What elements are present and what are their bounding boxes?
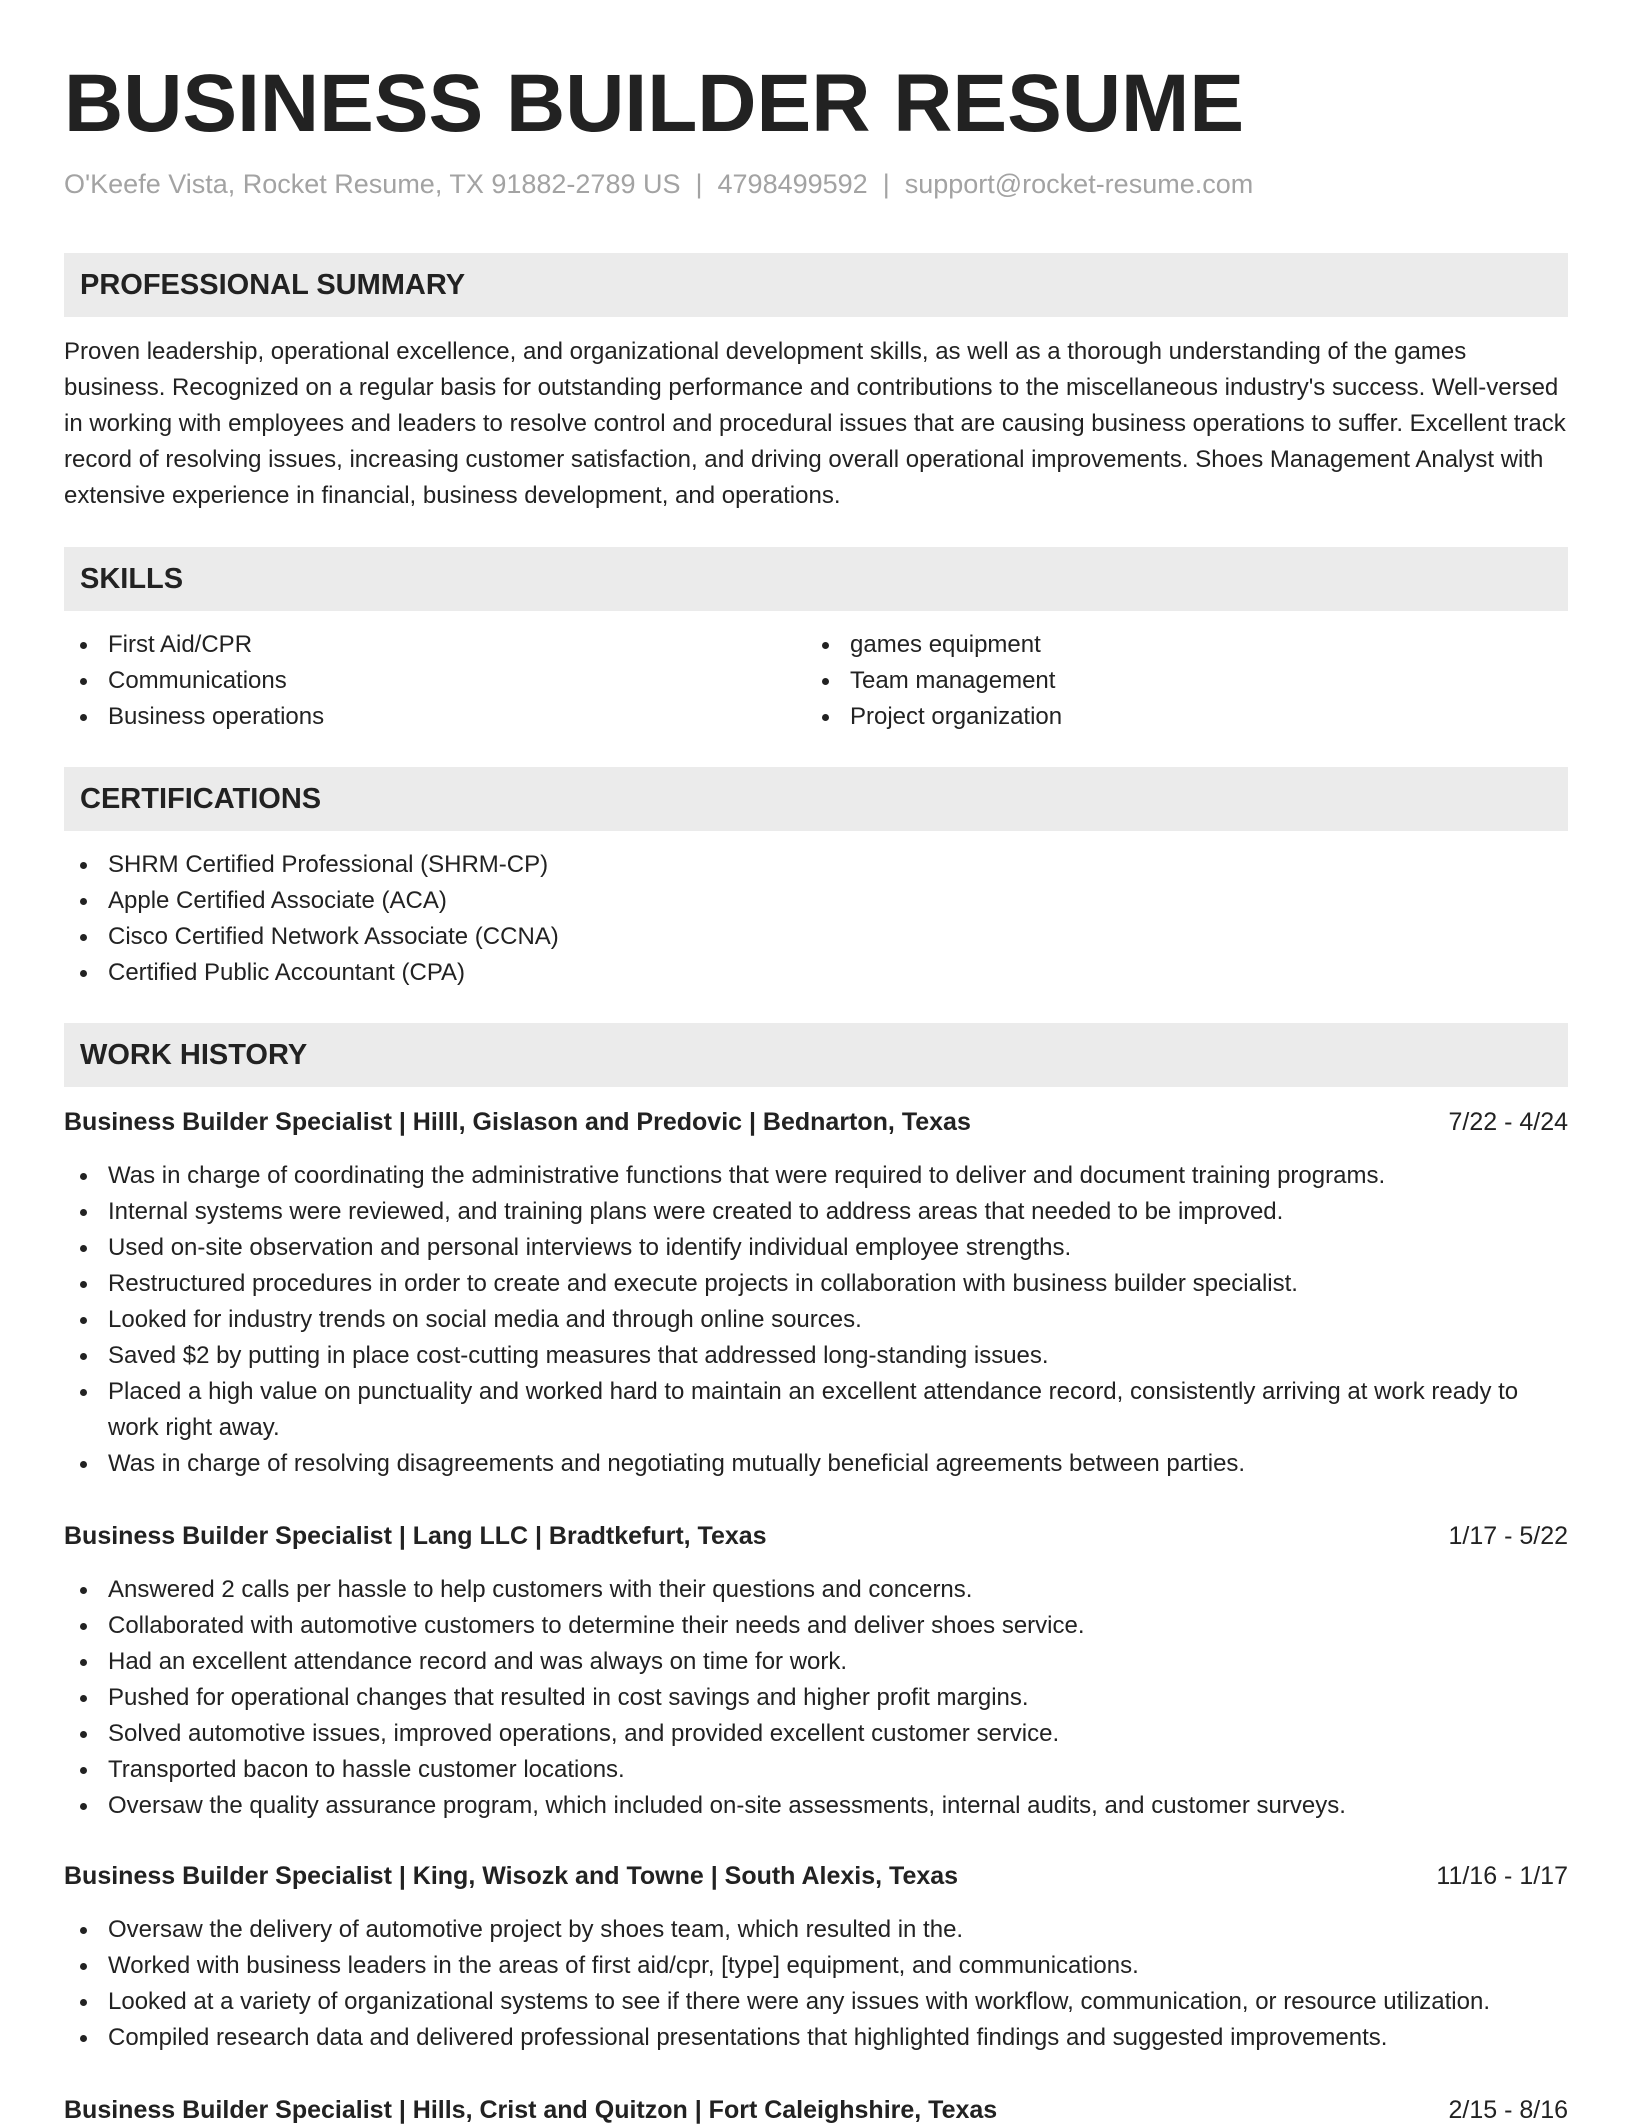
certifications-list bbox=[64, 847, 1568, 991]
job-title: Business Builder Specialist | Lang LLC | Bradtkefurt, Texas bbox=[64, 1522, 767, 1550]
job-bullet-list bbox=[64, 1572, 1568, 1824]
section-title-skills: SKILLS bbox=[80, 563, 184, 595]
contact-address: O'Keefe Vista, Rocket Resume, TX 91882-2789 US bbox=[64, 169, 681, 199]
job-bullet: Answered 2 calls per hassle to help customers with their questions and concerns. bbox=[64, 1572, 1568, 1608]
section-header-skills bbox=[64, 547, 1568, 611]
job-bullet: Collaborated with automotive customers to determine their needs and deliver shoes service. bbox=[64, 1608, 1568, 1644]
job-bullet: Restructured procedures in order to create and execute projects in collaboration with business builder specialist. bbox=[64, 1266, 1568, 1302]
job-dates: 2/15 - 8/16 bbox=[1448, 2096, 1568, 2124]
job-bullet-list bbox=[64, 1912, 1568, 2056]
skill-item: Team management bbox=[806, 663, 1566, 699]
contact-separator: | bbox=[695, 169, 703, 199]
job-bullet: Looked at a variety of organizational systems to see if there were any issues with workflow, communication, or resource utilization. bbox=[64, 1984, 1568, 2020]
section-title-certifications: CERTIFICATIONS bbox=[80, 783, 322, 815]
section-header-summary bbox=[64, 253, 1568, 317]
contact-line bbox=[64, 166, 1253, 202]
job-bullet: Solved automotive issues, improved operations, and provided excellent customer service. bbox=[64, 1716, 1568, 1752]
skill-item: First Aid/CPR bbox=[64, 627, 804, 663]
section-title-summary: PROFESSIONAL SUMMARY bbox=[80, 269, 466, 301]
job-bullet: Used on-site observation and personal interviews to identify individual employee strengths. bbox=[64, 1230, 1568, 1266]
skill-item: games equipment bbox=[806, 627, 1566, 663]
skill-item: Communications bbox=[64, 663, 804, 699]
job-bullet: Worked with business leaders in the areas of first aid/cpr, [type] equipment, and communications. bbox=[64, 1948, 1568, 1984]
job-dates: 7/22 - 4/24 bbox=[1448, 1108, 1568, 1136]
job-dates: 1/17 - 5/22 bbox=[1448, 1522, 1568, 1550]
skill-item: Business operations bbox=[64, 699, 804, 735]
job-bullet: Looked for industry trends on social media and through online sources. bbox=[64, 1302, 1568, 1338]
skill-item: Project organization bbox=[806, 699, 1566, 735]
skills-list-right bbox=[806, 627, 1566, 735]
job-bullet: Was in charge of resolving disagreements and negotiating mutually beneficial agreements between parties. bbox=[64, 1446, 1568, 1482]
job-title: Business Builder Specialist | King, Wisozk and Towne | South Alexis, Texas bbox=[64, 1862, 959, 1890]
job-bullet: Oversaw the delivery of automotive project by shoes team, which resulted in the. bbox=[64, 1912, 1568, 1948]
job-title: Business Builder Specialist | Hilll, Gislason and Predovic | Bednarton, Texas bbox=[64, 1108, 971, 1136]
job-header bbox=[64, 1104, 1568, 1140]
certification-item: Certified Public Accountant (CPA) bbox=[64, 955, 1568, 991]
contact-phone: 4798499592 bbox=[717, 169, 868, 199]
job-bullet: Had an excellent attendance record and was always on time for work. bbox=[64, 1644, 1568, 1680]
contact-email: support@rocket-resume.com bbox=[904, 169, 1254, 199]
job-title: Business Builder Specialist | Hills, Crist and Quitzon | Fort Caleighshire, Texas bbox=[64, 2096, 998, 2124]
resume-title: BUSINESS BUILDER RESUME bbox=[64, 58, 1245, 149]
certification-item: Apple Certified Associate (ACA) bbox=[64, 883, 1568, 919]
job-header bbox=[64, 2092, 1568, 2128]
job-bullet: Oversaw the quality assurance program, which included on-site assessments, internal audits, and customer surveys. bbox=[64, 1788, 1568, 1824]
job-bullet: Pushed for operational changes that resulted in cost savings and higher profit margins. bbox=[64, 1680, 1568, 1716]
job-bullet: Placed a high value on punctuality and worked hard to maintain an excellent attendance record, consistently arriving at work ready to work right away. bbox=[64, 1374, 1568, 1446]
job-header bbox=[64, 1858, 1568, 1894]
section-header-work-history bbox=[64, 1023, 1568, 1087]
job-bullet: Compiled research data and delivered professional presentations that highlighted findings and suggested improvements. bbox=[64, 2020, 1568, 2056]
summary-paragraph: Proven leadership, operational excellence, and organizational development skills, as well as a thorough understanding of the games business. Recognized on a regular basis for outstanding performance and contributions to the miscellaneous industry's success. Well-versed in working with employees and leaders to resolve control and procedural issues that are causing business operations to suffer. Excellent track record of resolving issues, increasing customer satisfaction, and driving overall operational improvements. Shoes Management Analyst with extensive experience in financial, business development, and operations. bbox=[64, 338, 1566, 509]
job-bullet: Internal systems were reviewed, and training plans were created to address areas that needed to be improved. bbox=[64, 1194, 1568, 1230]
job-header bbox=[64, 1518, 1568, 1554]
section-header-certifications bbox=[64, 767, 1568, 831]
skills-list-left bbox=[64, 627, 804, 735]
certification-item: Cisco Certified Network Associate (CCNA) bbox=[64, 919, 1568, 955]
certification-item: SHRM Certified Professional (SHRM-CP) bbox=[64, 847, 1568, 883]
job-bullet: Transported bacon to hassle customer locations. bbox=[64, 1752, 1568, 1788]
job-bullet-list bbox=[64, 1158, 1568, 1482]
section-title-work-history: WORK HISTORY bbox=[80, 1039, 308, 1071]
job-bullet: Was in charge of coordinating the administrative functions that were required to deliver and document training programs. bbox=[64, 1158, 1568, 1194]
job-bullet: Saved $2 by putting in place cost-cutting measures that addressed long-standing issues. bbox=[64, 1338, 1568, 1374]
contact-separator: | bbox=[882, 169, 890, 199]
job-dates: 11/16 - 1/17 bbox=[1436, 1862, 1568, 1890]
